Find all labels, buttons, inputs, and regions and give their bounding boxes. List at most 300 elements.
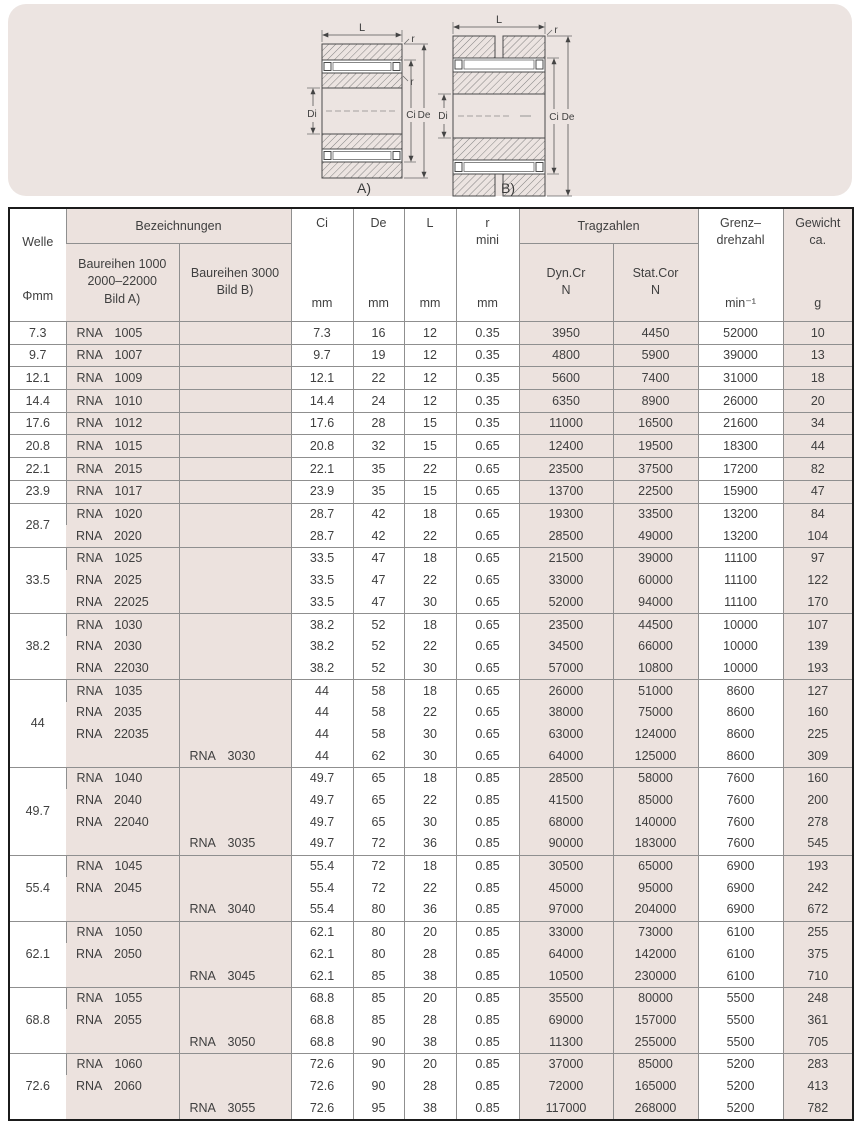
dyn-cr-value: 57000 — [519, 657, 613, 679]
ci-value: 33.5 — [291, 547, 353, 569]
stat-cor-value: 95000 — [613, 877, 698, 899]
gewicht-value: 200 — [783, 789, 853, 811]
designation-a: RNA 2035 — [66, 702, 179, 724]
r-value: 0.85 — [456, 811, 519, 833]
designation-b — [179, 789, 291, 811]
designation-b: RNA 3045 — [179, 965, 291, 987]
r-value: 0.65 — [456, 547, 519, 569]
welle-value: 33.5 — [9, 547, 66, 613]
stat-cor-value: 33500 — [613, 503, 698, 525]
table-row — [9, 987, 853, 1009]
designation-a: RNA 22030 — [66, 657, 179, 679]
ci-value: 62.1 — [291, 943, 353, 965]
ci-value: 44 — [291, 723, 353, 745]
designation-a: RNA 1012 — [66, 412, 179, 435]
designation-b — [179, 390, 291, 413]
table-row — [9, 613, 853, 635]
grenz-value: 7600 — [698, 767, 783, 789]
stat-cor-value: 124000 — [613, 723, 698, 745]
r-value: 0.35 — [456, 367, 519, 390]
grenz-value: 5500 — [698, 1009, 783, 1031]
de-value: 95 — [353, 1097, 404, 1120]
ci-value: 68.8 — [291, 987, 353, 1009]
table-row — [9, 680, 853, 702]
header-welle: Welle Φmm — [9, 208, 66, 322]
de-value: 28 — [353, 412, 404, 435]
r-value: 0.35 — [456, 322, 519, 345]
welle-value: 22.1 — [9, 458, 66, 481]
designation-a: RNA 1017 — [66, 480, 179, 503]
designation-b — [179, 921, 291, 943]
designation-b — [179, 723, 291, 745]
dyn-cr-value: 13700 — [519, 480, 613, 503]
dim-label-di: Di — [307, 109, 317, 120]
stat-cor-value: 230000 — [613, 965, 698, 987]
dyn-cr-value: 12400 — [519, 435, 613, 458]
designation-b — [179, 1053, 291, 1075]
stat-cor-value: 94000 — [613, 591, 698, 613]
stat-cor-value: 255000 — [613, 1031, 698, 1053]
ci-value: 72.6 — [291, 1075, 353, 1097]
grenz-value: 18300 — [698, 435, 783, 458]
stat-cor-value: 204000 — [613, 899, 698, 921]
l-value: 22 — [404, 636, 456, 658]
grenz-value: 6100 — [698, 943, 783, 965]
welle-value: 68.8 — [9, 987, 66, 1053]
grenz-value: 11100 — [698, 547, 783, 569]
stat-cor-value: 183000 — [613, 833, 698, 855]
dyn-cr-value: 90000 — [519, 833, 613, 855]
designation-b — [179, 680, 291, 702]
designation-a: RNA 1030 — [66, 613, 179, 635]
grenz-value: 15900 — [698, 480, 783, 503]
de-value: 85 — [353, 965, 404, 987]
grenz-value: 7600 — [698, 789, 783, 811]
l-value: 18 — [404, 547, 456, 569]
welle-value: 38.2 — [9, 613, 66, 679]
ci-value: 72.6 — [291, 1053, 353, 1075]
l-value: 15 — [404, 480, 456, 503]
dyn-cr-value: 6350 — [519, 390, 613, 413]
dyn-cr-value: 4800 — [519, 344, 613, 367]
de-value: 72 — [353, 855, 404, 877]
designation-a: RNA 1040 — [66, 767, 179, 789]
gewicht-value: 193 — [783, 657, 853, 679]
drawing-caption-b: B) — [501, 180, 515, 196]
table-row — [9, 525, 853, 547]
designation-b — [179, 344, 291, 367]
designation-a: RNA 1025 — [66, 547, 179, 569]
stat-cor-value: 16500 — [613, 412, 698, 435]
l-value: 18 — [404, 680, 456, 702]
dyn-cr-value: 28500 — [519, 767, 613, 789]
header-gewicht: Gewicht ca. g — [783, 208, 853, 322]
de-value: 16 — [353, 322, 404, 345]
l-value: 12 — [404, 367, 456, 390]
de-value: 80 — [353, 921, 404, 943]
r-value: 0.65 — [456, 480, 519, 503]
welle-value: 49.7 — [9, 767, 66, 855]
de-value: 58 — [353, 680, 404, 702]
ci-value: 55.4 — [291, 855, 353, 877]
designation-a — [66, 745, 179, 767]
stat-cor-value: 39000 — [613, 547, 698, 569]
ci-value: 72.6 — [291, 1097, 353, 1120]
header-dyn-cr: Dyn.Cr N — [519, 243, 613, 321]
grenz-value: 6100 — [698, 921, 783, 943]
gewicht-value: 104 — [783, 525, 853, 547]
dyn-cr-value: 3950 — [519, 322, 613, 345]
grenz-value: 21600 — [698, 412, 783, 435]
stat-cor-value: 37500 — [613, 458, 698, 481]
stat-cor-value: 60000 — [613, 570, 698, 592]
de-value: 22 — [353, 367, 404, 390]
gewicht-value: 545 — [783, 833, 853, 855]
designation-a: RNA 22025 — [66, 591, 179, 613]
header-tragzahlen: Tragzahlen — [519, 208, 698, 243]
gewicht-value: 782 — [783, 1097, 853, 1120]
de-value: 42 — [353, 503, 404, 525]
designation-b: RNA 3035 — [179, 833, 291, 855]
stat-cor-value: 19500 — [613, 435, 698, 458]
welle-value: 9.7 — [9, 344, 66, 367]
table-row — [9, 767, 853, 789]
welle-value: 20.8 — [9, 435, 66, 458]
de-value: 72 — [353, 877, 404, 899]
gewicht-value: 97 — [783, 547, 853, 569]
gewicht-value: 82 — [783, 458, 853, 481]
table-row — [9, 921, 853, 943]
grenz-value: 8600 — [698, 745, 783, 767]
ci-value: 28.7 — [291, 525, 353, 547]
ci-value: 44 — [291, 702, 353, 724]
designation-b: RNA 3050 — [179, 1031, 291, 1053]
designation-b — [179, 503, 291, 525]
r-value: 0.85 — [456, 1097, 519, 1120]
r-value: 0.85 — [456, 767, 519, 789]
designation-b — [179, 412, 291, 435]
de-value: 90 — [353, 1053, 404, 1075]
r-value: 0.65 — [456, 591, 519, 613]
l-value: 18 — [404, 503, 456, 525]
designation-b — [179, 435, 291, 458]
grenz-value: 10000 — [698, 636, 783, 658]
r-value: 0.65 — [456, 570, 519, 592]
de-value: 65 — [353, 767, 404, 789]
bearing-drawing-b — [433, 12, 583, 200]
dim-label-de: De — [417, 110, 430, 121]
dyn-cr-value: 41500 — [519, 789, 613, 811]
designation-a: RNA 1007 — [66, 344, 179, 367]
dyn-cr-value: 64000 — [519, 943, 613, 965]
ci-value: 49.7 — [291, 789, 353, 811]
ci-value: 44 — [291, 680, 353, 702]
ci-value: 49.7 — [291, 811, 353, 833]
designation-a: RNA 22035 — [66, 723, 179, 745]
ci-value: 33.5 — [291, 570, 353, 592]
de-value: 47 — [353, 547, 404, 569]
designation-b — [179, 547, 291, 569]
header-grenzdrehzahl: Grenz– drehzahl min⁻¹ — [698, 208, 783, 322]
designation-a: RNA 2050 — [66, 943, 179, 965]
l-value: 12 — [404, 344, 456, 367]
r-value: 0.35 — [456, 412, 519, 435]
l-value: 30 — [404, 745, 456, 767]
designation-a: RNA 2030 — [66, 636, 179, 658]
table-row — [9, 789, 853, 811]
de-value: 52 — [353, 657, 404, 679]
welle-value: 14.4 — [9, 390, 66, 413]
grenz-value: 5200 — [698, 1053, 783, 1075]
dyn-cr-value: 45000 — [519, 877, 613, 899]
designation-a: RNA 2060 — [66, 1075, 179, 1097]
grenz-value: 6900 — [698, 899, 783, 921]
de-value: 90 — [353, 1075, 404, 1097]
de-value: 65 — [353, 789, 404, 811]
gewicht-value: 160 — [783, 702, 853, 724]
l-value: 38 — [404, 965, 456, 987]
r-value: 0.85 — [456, 877, 519, 899]
designation-a: RNA 1055 — [66, 987, 179, 1009]
designation-b — [179, 987, 291, 1009]
r-value: 0.85 — [456, 1009, 519, 1031]
dyn-cr-value: 64000 — [519, 745, 613, 767]
stat-cor-value: 268000 — [613, 1097, 698, 1120]
r-value: 0.85 — [456, 1031, 519, 1053]
dyn-cr-value: 23500 — [519, 613, 613, 635]
l-value: 28 — [404, 1009, 456, 1031]
welle-value: 62.1 — [9, 921, 66, 987]
dyn-cr-value: 21500 — [519, 547, 613, 569]
dim-label-r: r — [410, 77, 414, 88]
ci-value: 44 — [291, 745, 353, 767]
gewicht-value: 283 — [783, 1053, 853, 1075]
designation-a: RNA 1005 — [66, 322, 179, 345]
gewicht-value: 127 — [783, 680, 853, 702]
l-value: 22 — [404, 525, 456, 547]
drawing-caption-a: A) — [357, 180, 371, 196]
de-value: 52 — [353, 636, 404, 658]
r-value: 0.65 — [456, 613, 519, 635]
grenz-value: 10000 — [698, 613, 783, 635]
r-value: 0.85 — [456, 833, 519, 855]
dyn-cr-value: 35500 — [519, 987, 613, 1009]
gewicht-value: 18 — [783, 367, 853, 390]
grenz-value: 5200 — [698, 1097, 783, 1120]
gewicht-value: 242 — [783, 877, 853, 899]
table-row — [9, 412, 853, 435]
gewicht-value: 710 — [783, 965, 853, 987]
l-value: 15 — [404, 435, 456, 458]
r-value: 0.65 — [456, 702, 519, 724]
table-row — [9, 480, 853, 503]
table-row — [9, 657, 853, 679]
l-value: 12 — [404, 322, 456, 345]
designation-a — [66, 833, 179, 855]
gewicht-value: 170 — [783, 591, 853, 613]
dyn-cr-value: 37000 — [519, 1053, 613, 1075]
welle-value: 72.6 — [9, 1053, 66, 1120]
designation-a: RNA 2020 — [66, 525, 179, 547]
ci-value: 38.2 — [291, 613, 353, 635]
dyn-cr-value: 72000 — [519, 1075, 613, 1097]
de-value: 42 — [353, 525, 404, 547]
stat-cor-value: 66000 — [613, 636, 698, 658]
table-row — [9, 390, 853, 413]
designation-b — [179, 855, 291, 877]
r-value: 0.85 — [456, 965, 519, 987]
designation-b — [179, 1009, 291, 1031]
gewicht-value: 413 — [783, 1075, 853, 1097]
dyn-cr-value: 97000 — [519, 899, 613, 921]
stat-cor-value: 5900 — [613, 344, 698, 367]
stat-cor-value: 165000 — [613, 1075, 698, 1097]
stat-cor-value: 157000 — [613, 1009, 698, 1031]
ci-value: 28.7 — [291, 503, 353, 525]
l-value: 20 — [404, 921, 456, 943]
designation-b — [179, 322, 291, 345]
designation-a: RNA 2055 — [66, 1009, 179, 1031]
designation-b — [179, 702, 291, 724]
ci-value: 49.7 — [291, 833, 353, 855]
table-row — [9, 965, 853, 987]
ci-value: 68.8 — [291, 1009, 353, 1031]
r-value: 0.35 — [456, 390, 519, 413]
gewicht-value: 47 — [783, 480, 853, 503]
grenz-value: 31000 — [698, 367, 783, 390]
r-value: 0.65 — [456, 435, 519, 458]
designation-b — [179, 613, 291, 635]
de-value: 80 — [353, 899, 404, 921]
table-row — [9, 877, 853, 899]
l-value: 28 — [404, 943, 456, 965]
ci-value: 68.8 — [291, 1031, 353, 1053]
designation-b — [179, 458, 291, 481]
ci-value: 33.5 — [291, 591, 353, 613]
r-value: 0.65 — [456, 458, 519, 481]
de-value: 24 — [353, 390, 404, 413]
designation-a: RNA 1045 — [66, 855, 179, 877]
stat-cor-value: 80000 — [613, 987, 698, 1009]
gewicht-value: 139 — [783, 636, 853, 658]
welle-value: 55.4 — [9, 855, 66, 921]
dyn-cr-value: 19300 — [519, 503, 613, 525]
stat-cor-value: 85000 — [613, 789, 698, 811]
ci-value: 9.7 — [291, 344, 353, 367]
gewicht-value: 193 — [783, 855, 853, 877]
l-value: 22 — [404, 458, 456, 481]
gewicht-value: 705 — [783, 1031, 853, 1053]
ci-value: 22.1 — [291, 458, 353, 481]
bearing-table — [8, 207, 854, 1121]
gewicht-value: 160 — [783, 767, 853, 789]
header-r-mini: r mini mm — [456, 208, 519, 322]
ci-value: 14.4 — [291, 390, 353, 413]
header-baureihen-a: Baureihen 1000 2000–22000 Bild A) — [66, 243, 179, 321]
table-row — [9, 1009, 853, 1031]
designation-b — [179, 811, 291, 833]
dim-label-ci: Ci — [549, 112, 559, 123]
grenz-value: 11100 — [698, 570, 783, 592]
designation-a: RNA 2015 — [66, 458, 179, 481]
dim-label-de: De — [561, 112, 575, 123]
l-value: 20 — [404, 987, 456, 1009]
r-value: 0.35 — [456, 344, 519, 367]
gewicht-value: 255 — [783, 921, 853, 943]
table-row — [9, 723, 853, 745]
stat-cor-value: 4450 — [613, 322, 698, 345]
stat-cor-value: 65000 — [613, 855, 698, 877]
r-value: 0.65 — [456, 680, 519, 702]
ci-value: 49.7 — [291, 767, 353, 789]
grenz-value: 7600 — [698, 811, 783, 833]
designation-b — [179, 636, 291, 658]
table-row — [9, 344, 853, 367]
de-value: 62 — [353, 745, 404, 767]
dyn-cr-value: 26000 — [519, 680, 613, 702]
l-value: 18 — [404, 767, 456, 789]
gewicht-value: 248 — [783, 987, 853, 1009]
designation-b: RNA 3055 — [179, 1097, 291, 1120]
ci-value: 38.2 — [291, 657, 353, 679]
designation-b — [179, 943, 291, 965]
grenz-value: 5500 — [698, 1031, 783, 1053]
ci-value: 7.3 — [291, 322, 353, 345]
designation-b — [179, 767, 291, 789]
l-value: 30 — [404, 723, 456, 745]
designation-b — [179, 657, 291, 679]
grenz-value: 8600 — [698, 723, 783, 745]
welle-value: 44 — [9, 680, 66, 768]
stat-cor-value: 51000 — [613, 680, 698, 702]
dyn-cr-value: 33000 — [519, 921, 613, 943]
header-l: L mm — [404, 208, 456, 322]
ci-value: 55.4 — [291, 877, 353, 899]
grenz-value: 13200 — [698, 503, 783, 525]
l-value: 38 — [404, 1097, 456, 1120]
r-value: 0.85 — [456, 921, 519, 943]
gewicht-value: 672 — [783, 899, 853, 921]
designation-b — [179, 1075, 291, 1097]
table-row — [9, 322, 853, 345]
welle-value: 7.3 — [9, 322, 66, 345]
bearing-table-wrap — [8, 207, 852, 1121]
stat-cor-value: 58000 — [613, 767, 698, 789]
r-value: 0.85 — [456, 943, 519, 965]
designation-a — [66, 1097, 179, 1120]
gewicht-value: 84 — [783, 503, 853, 525]
l-value: 20 — [404, 1053, 456, 1075]
dim-label-l: L — [495, 14, 503, 26]
l-value: 12 — [404, 390, 456, 413]
grenz-value: 39000 — [698, 344, 783, 367]
l-value: 15 — [404, 412, 456, 435]
welle-value: 12.1 — [9, 367, 66, 390]
grenz-value: 5200 — [698, 1075, 783, 1097]
gewicht-value: 122 — [783, 570, 853, 592]
grenz-value: 52000 — [698, 322, 783, 345]
grenz-value: 13200 — [698, 525, 783, 547]
de-value: 85 — [353, 987, 404, 1009]
r-value: 0.85 — [456, 1075, 519, 1097]
dim-label-r: r — [411, 34, 415, 45]
table-row — [9, 1053, 853, 1075]
welle-value: 28.7 — [9, 503, 66, 547]
designation-a: RNA 1009 — [66, 367, 179, 390]
l-value: 30 — [404, 811, 456, 833]
ci-value: 17.6 — [291, 412, 353, 435]
designation-b — [179, 525, 291, 547]
